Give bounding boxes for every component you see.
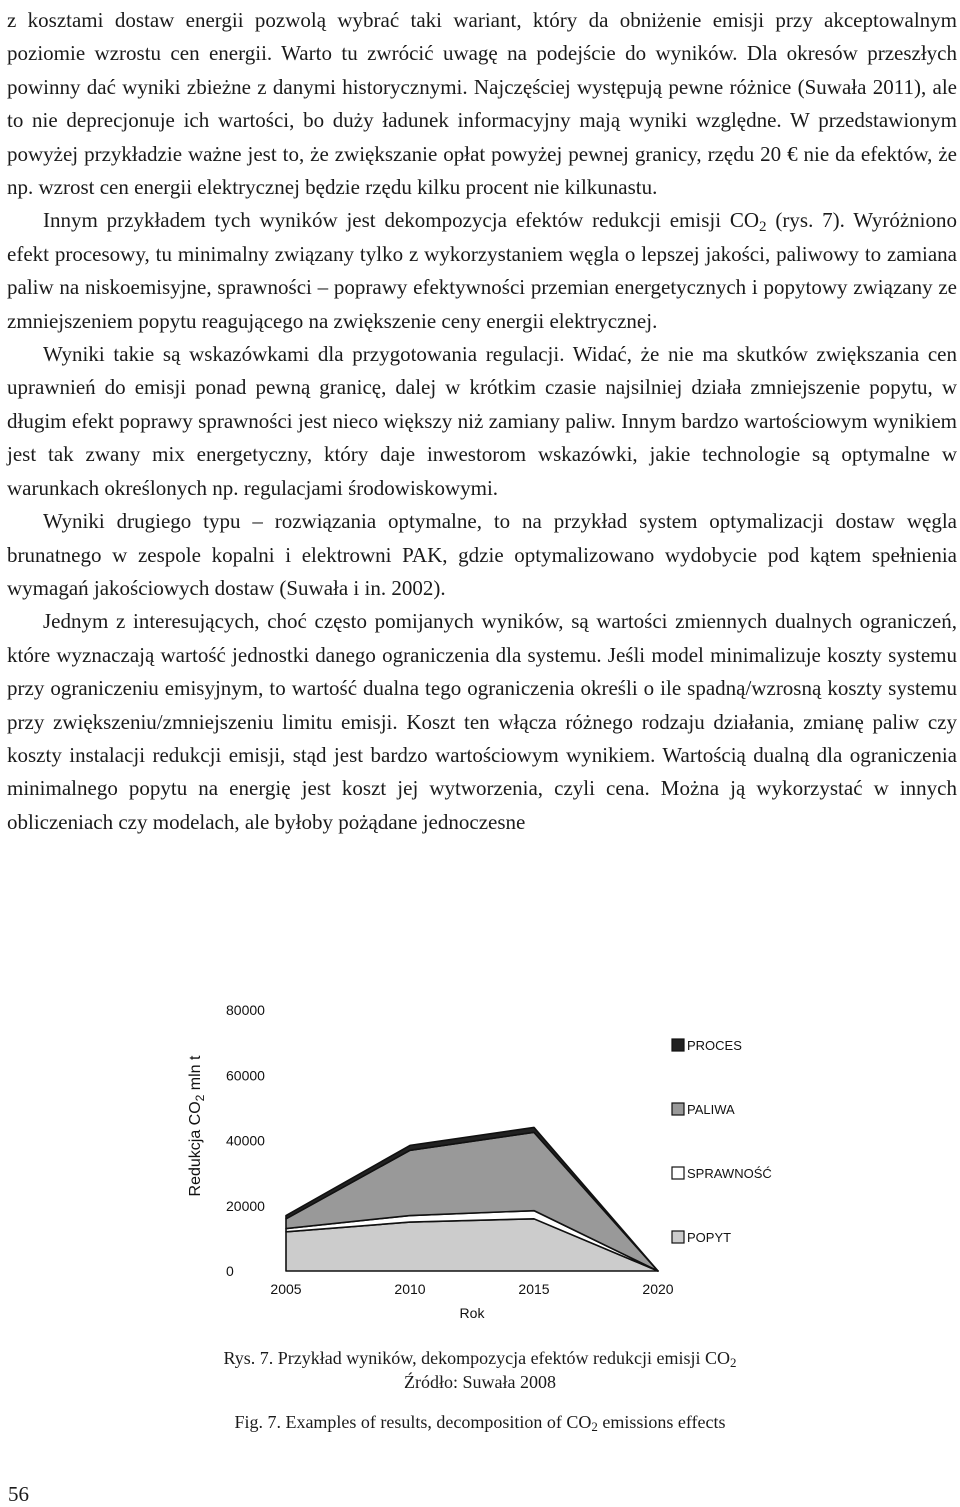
page-number: 56 — [8, 1482, 29, 1506]
decomposition-chart — [180, 996, 800, 1331]
y-tick-label-5: 80000 — [226, 1002, 265, 1018]
paragraph-2: Innym przykładem tych wyników jest dekompozycja efektów redukcji emisji $CO_2$ (rys. 7). Wyróżniono efekt procesowy, tu minimalny związany tylko z wykorzystaniem węgla o lepszej jakości, paliwowy to zamiana paliw na niskoemisyjne, sprawności – poprawy efektywności przemian energetycznych i popytowy związany ze zmniejszeniem popytu reagującego na zwiększenie ceny energii elektrycznej. — [7, 208, 957, 333]
legend-label-4: POPYT — [687, 1230, 732, 1245]
y-axis-label: Redukcja $CO_2$ mln t — [187, 1055, 207, 1197]
x-axis-label: Rok — [459, 1305, 485, 1321]
y-tick-label-4: 60000 — [226, 1067, 265, 1084]
figure-caption-pl: Rys. 7. Przykład wyników, dekompozycja efektów redukcji emisji $CO_2$ — [223, 1348, 737, 1371]
figure-source: Źródło: Suwała 2008 — [404, 1372, 556, 1392]
body-text — [7, 4, 957, 839]
y-tick-label-2: 20000 — [226, 1197, 265, 1214]
legend-label-3: SPRAWNOŚĆ — [687, 1166, 772, 1181]
paragraph-4: Wyniki drugiego typu – rozwiązania optymalne, to na przykład system optymalizacji dostaw węgla brunatnego w zespole kopalni i elektrowni PAK, gdzie optymalizowano wydobycie pod kątem spełnienia wymagań jakościowych dostaw (Suwała i in. 2002). — [7, 509, 957, 600]
figure-caption-en: Fig. 7. Examples of results, decomposition of $CO_2$ emissions effects — [234, 1412, 726, 1435]
paragraph-1: z kosztami dostaw energii pozwolą wybrać taki wariant, który da obniżenie emisji przy akceptowalnym poziomie wzrostu cen energii. Warto tu zwrócić uwagę na podejście do wyników. Dla okresów przeszłych powinny dać wyniki zbieżne z danymi historycznymi. Najczęściej występują pewne różnice (Suwała 2011), ale to nie deprecjonuje ich wartości, bo duży ładunek informacyjny mają wyniki względne. W przedstawionym powyżej przykładzie ważne jest to, że zwiększanie opłat powyżej pewnej granicy, rzędu 20 € nie da efektów, że np. wzrost cen energii elektrycznej będzie rzędu kilku procent nie kilkunastu. — [7, 8, 957, 200]
plot-area — [226, 1002, 772, 1297]
legend-swatch-1 — [672, 1039, 684, 1051]
x-tick-label-3: 2015 — [518, 1281, 550, 1297]
legend-swatch-2 — [672, 1103, 684, 1115]
legend-swatch-4 — [672, 1231, 684, 1243]
y-tick-label-1: 0 — [226, 1263, 234, 1279]
legend-label-1: PROCES — [687, 1038, 742, 1053]
x-tick-label-4: 2020 — [642, 1281, 674, 1297]
legend-label-2: PALIWA — [687, 1102, 735, 1117]
y-tick-label-3: 40000 — [226, 1132, 265, 1149]
x-tick-label-1: 2005 — [270, 1281, 302, 1297]
paragraph-5: Jednym z interesujących, choć często pomijanych wyników, są wartości zmiennych dualnych ograniczeń, które wyznaczają wartość jednostki danego ograniczenia dla systemu. Jeśli model minimalizuje koszty systemu przy ograniczeniu emisyjnym, to wartość dualna tego ograniczenia określi o ile spadną/wzrosną koszty systemu przy zwiększeniu/zmniejszeniu limitu emisji. Koszt ten włącza różnego rodzaju działania, zmianę paliw czy koszty instalacji redukcji emisji, stąd jest bardzo wartościowym wynikiem. Wartością dualną dla ograniczenia minimalnego popytu na energię jest koszt jej wytworzenia, czyli cena. Można ją wykorzystać w innych obliczeniach czy modelach, ale byłoby pożądane jednoczesne — [7, 609, 957, 834]
x-tick-label-2: 2010 — [394, 1281, 426, 1297]
paragraph-3: Wyniki takie są wskazówkami dla przygotowania regulacji. Widać, że nie ma skutków zwiększania cen uprawnień do emisji ponad pewną granicę, dalej w krótkim czasie najsilniej działa zmniejszenie popytu, w długim efekt poprawy sprawności jest nieco większy niż zamiany paliw. Innym bardzo wartościowym wynikiem jest tak zwany mix energetyczny, który daje inwestorom wskazówki, jakie technologie są optymalne w warunkach określonych np. regulacjami środowiskowymi. — [7, 342, 957, 500]
legend-swatch-3 — [672, 1167, 684, 1179]
